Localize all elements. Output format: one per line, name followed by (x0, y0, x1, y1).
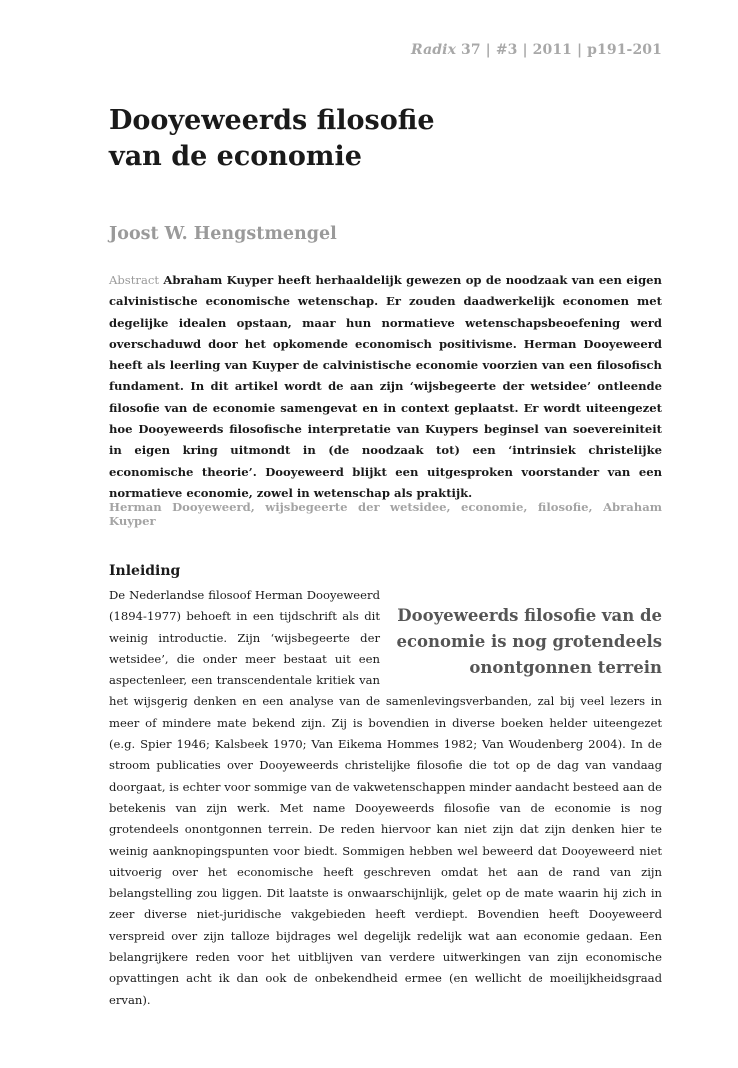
journal-name: Radix (411, 42, 457, 58)
author-name: Joost W. Hengstmengel (109, 224, 337, 244)
section-heading: Inleiding (109, 563, 181, 579)
paragraph: De Nederlandse filosoof Herman Dooyeweerd (1894-1977) behoeft in een tijdschrift als dit weinig introductie. Zijn ‘wijsbegeerte der wetsidee’, die onder meer bestaat uit een aspectenleer, een transcendentale kritiek van het wijsgerig denken en een analyse van de samenlevingsverbanden, zal bij veel lezers in meer of mindere mate bekend zijn. Zij is bovendien in diverse boeken helder uiteengezet (e.g. Spier 1946; Kalsbeek 1970; Van Eikema Hommes 1982; Van Woudenberg 2004). In de stroom publicaties over Dooyeweerds christelijke filosofie die tot op de dag van vandaag doorgaat, is echter voor sommige van de vakwetenschappen minder aandacht besteed aan de betekenis van zijn werk. Met name Dooyeweerds filosofie van de economie is nog grotendeels onontgonnen terrein. De reden hiervoor kan niet zijn dat zijn denken hier te weinig aanknopingspunten voor biedt. Sommigen hebben wel beweerd dat Dooyeweerd niet uitvoerig over het economische heeft geschreven omdat het aan de rand van zijn belangstelling zou liggen. Dit laatste is onwaarschijnlijk, gelet op de mate waarin hij zich in zeer diverse niet-juridische vakgebieden heeft verdiept. Bovendien heeft Dooyeweerd verspreid over zijn talloze bijdrages wel degelijk redelijk wat aan economie gedaan. Een belangrijkere reden voor het uitblijven van verdere uitwerkingen van zijn economische opvattingen acht ik dan ook de onbekendheid ermee (en wellicht de moeilijkheidsgraad ervan). (109, 588, 662, 1007)
pull-quote: Dooyeweerds filosofie van de economie is nog grotendeels onontgonnen terrein (396, 606, 662, 677)
abstract-text: Abraham Kuyper heeft herhaaldelijk gewezen op de noodzaak van een eigen calvinistische economische wetenschap. Er zouden daadwerkelijk economen met degelijke idealen opstaan, maar hun normatieve wetenschapsbeoefening werd overschaduwd door het opkomende economisch positivisme. Herman Dooyeweerd heeft als leerling van Kuyper de calvinistische economie voorzien van een filosofisch fundament. In dit artikel wordt de aan zijn ‘wijsbegeerte der wetsidee’ ontleende filosofie van de economie samengevat en in context geplaatst. Er wordt uiteengezet hoe Dooyeweerds filosofische interpretatie van Kuypers beginsel van soevereiniteit in eigen kring uitmondt in (de noodzaak tot) een ‘intrinsiek christelijke economische theorie’. Dooyeweerd blijkt een uitgesproken voorstander van een normatieve economie, zowel in wetenschap als praktijk. (109, 273, 662, 500)
title-line-1: Dooyeweerds filosofie (109, 105, 435, 136)
article-title (109, 103, 669, 175)
abstract (109, 270, 662, 504)
citation: 37 | #3 | 2011 | p191-201 (456, 42, 662, 58)
running-head (411, 42, 662, 58)
keywords: Herman Dooyeweerd, wijsbegeerte der wetsidee, economie, filosofie, Abraham Kuyper (109, 500, 662, 528)
body-text (109, 585, 662, 1011)
title-line-2: van de economie (109, 141, 362, 172)
abstract-label: Abstract (109, 273, 160, 287)
